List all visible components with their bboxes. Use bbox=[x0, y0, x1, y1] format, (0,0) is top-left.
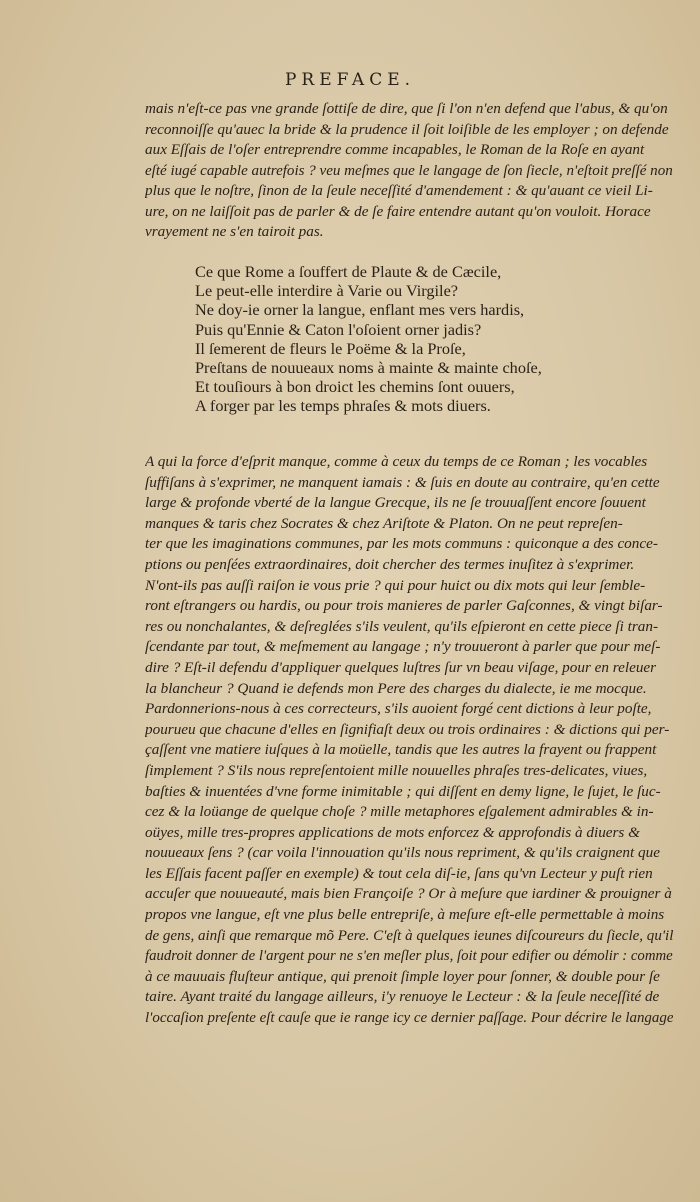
text-line: vrayement ne s'en tairoit pas. bbox=[145, 223, 324, 240]
text-line: dire ? Eſt-il defendu d'appliquer quelques luſtres ſur vn beau viſage, pour en releuer bbox=[145, 658, 657, 676]
text-line: de gens, ainſi que remarque mõ Pere. C'eſt à quelques ieunes diſcoureurs du ſiecle, qu'il bbox=[145, 927, 673, 944]
paragraph-2 bbox=[145, 452, 673, 1029]
verse-line: Ne doy-ie orner la langue, enflant mes vers hardis, bbox=[195, 300, 525, 320]
paragraph-1 bbox=[145, 99, 673, 243]
verse-line: Ce que Rome a ſouffert de Plaute & de Cæcile, bbox=[195, 262, 502, 281]
verse-line: Preſtans de nouueaux noms à mainte & mainte choſe, bbox=[195, 358, 542, 378]
text-line: large & profonde vberté de la langue Grecque, ils ne ſe trouuaſſent encore ſouuent bbox=[145, 494, 646, 512]
text-line: à ce mauuais fluſteur antique, qui prenoit ſimple loyer pour ſonner, & double pour ſe bbox=[145, 967, 660, 985]
text-line: reconnoiſſe qu'auec la bride & la prudence il ſoit loiſible de les employer ; on defende bbox=[145, 120, 669, 138]
text-line: l'occaſion preſente eſt cauſe que ie range icy ce dernier paſſage. Pour décrire le langage bbox=[145, 1010, 673, 1027]
text-line: A qui la force d'eſprit manque, comme à ceux du temps de ce Roman ; les vocables bbox=[145, 453, 648, 470]
text-line: ront eſtrangers ou hardis, ou pour trois manieres de parler Gaſconnes, & vingt biſar- bbox=[145, 597, 663, 615]
verse-line: Puis qu'Ennie & Caton l'oſoient orner jadis? bbox=[195, 319, 482, 339]
text-line: taire. Ayant traité du langage ailleurs, i'y renuoye le Lecteur : & la ſeule neceſſité de bbox=[145, 988, 660, 1006]
text-line: manques & taris chez Socrates & chez Ariſtote & Platon. On ne peut repreſen- bbox=[145, 514, 623, 532]
text-line: Pardonnerions-nous à ces correcteurs, s'ils auoient forgé cent dictions à leur poſte, bbox=[145, 700, 652, 718]
text-line: les Eſſais facent paſſer en exemple) & tout cela diſ-ie, ſans qu'vn Lecteur y puſt rien bbox=[145, 864, 653, 882]
text-line: ſcendante par tout, & meſmement au langage ; n'y trouueront à parler que pour meſ- bbox=[145, 638, 661, 656]
text-line: la blancheur ? Quand ie defends mon Pere des charges du dialecte, ie me mocque. bbox=[145, 679, 647, 697]
text-line: cez & la loüange de quelque choſe ? mille metaphores eſgalement admirables & in- bbox=[145, 803, 654, 821]
text-line: mais n'eſt-ce pas vne grande ſottiſe de dire, que ſi l'on n'en defend que l'abus, & qu'on bbox=[145, 100, 668, 117]
text-line: eſté iugé capable autrefois ? veu meſmes que le langage de ſon ſiecle, n'eſtoit preſſé non bbox=[145, 162, 673, 179]
text-line: ſuffiſans à s'exprimer, ne manquent iamais : & ſuis en doute au contraire, qu'en cette bbox=[145, 473, 660, 491]
text-line: accuſer que nouueauté, mais bien Françoiſe ? Or à meſure que iardiner & prouigner à bbox=[145, 885, 672, 903]
text-line: N'ont-ils pas auſſi raiſon ie vous prie ? qui pour huict ou dix mots qui leur ſemble- bbox=[145, 576, 646, 594]
text-line: plus que le noſtre, ſinon de la ſeule neceſſité d'amendement : & qu'auant ce vieil Li- bbox=[145, 182, 653, 199]
verse-line: Le peut-elle interdire à Varie ou Virgile? bbox=[195, 281, 459, 301]
text-line: faudroit donner de l'argent pour ne s'en meſler plus, ſoit pour edifier ou démolir : comme bbox=[145, 948, 673, 965]
text-line: ſimplement ? S'ils nous repreſentoient mille nouuelles phraſes tres-delicates, viues, bbox=[145, 761, 648, 779]
text-line: aux Eſſais de l'oſer entreprendre comme incapables, le Roman de la Roſe en ayant bbox=[145, 141, 645, 158]
text-line: nouueaux ſens ? (car voila l'innouation qu'ils nous repriment, & qu'ils craignent que bbox=[145, 844, 660, 862]
text-line: propos vne langue, eſt vne plus belle entrepriſe, à meſure eſt-elle permettable à moins bbox=[145, 906, 665, 924]
text-line: res ou nonchalantes, & deſreglées s'ils veulent, qu'ils eſpieront en cette piece ſi tran- bbox=[145, 617, 659, 635]
text-line: baſties & inuentées d'vne forme inimitable ; qui diſſent en demy ligne, le ſujet, le ſuc- bbox=[145, 782, 661, 800]
verse-line: A forger par les temps phraſes & mots diuers. bbox=[195, 396, 491, 416]
text-line: ure, on ne laiſſoit pas de parler & de ſe faire entendre autant qu'on vouloit. Horace bbox=[145, 202, 651, 220]
verse-line: Et touſiours à bon droict les chemins ſont ouuers, bbox=[195, 377, 515, 397]
text-line: ptions ou penſées extraordinaires, doit chercher des termes inuſitez à s'exprimer. bbox=[145, 555, 635, 573]
text-line: çaſſent vne matiere iuſques à la moüelle, tandis que les autres la frayent ou frappent bbox=[145, 741, 657, 759]
verse-quotation bbox=[195, 262, 595, 416]
page-title: PREFACE. bbox=[284, 70, 416, 90]
text-line: pourueu que chacune d'elles en ſignifiaſt deux ou trois ordinaires : & dictions qui per- bbox=[145, 720, 670, 738]
text-line: ter que les imaginations communes, par les mots communs : quiconque a des conce- bbox=[145, 535, 658, 553]
text-line: oüyes, mille tres-propres applications de mots enforcez & approfondis à diuers & bbox=[145, 823, 640, 841]
verse-line: Il ſemerent de fleurs le Poëme & la Proſe, bbox=[195, 338, 466, 358]
